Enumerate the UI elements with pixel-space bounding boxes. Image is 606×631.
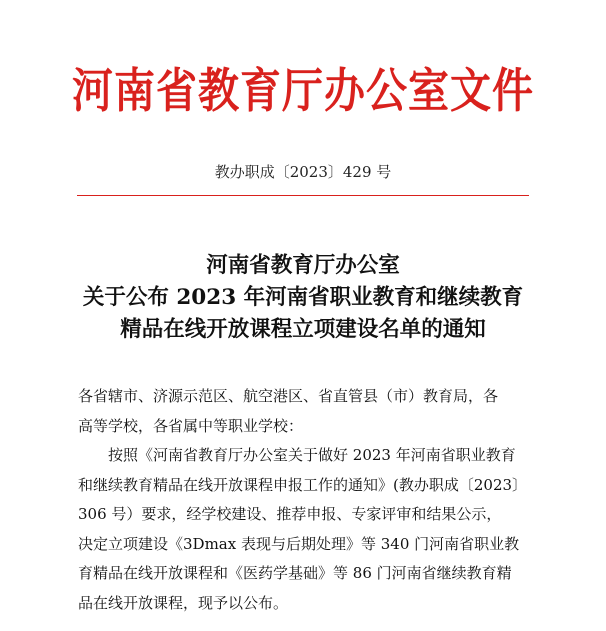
document-number: 教办职成〔2023〕429 号 bbox=[214, 163, 392, 181]
notice-body bbox=[78, 382, 536, 618]
body-paragraph-line: 306 号）要求，经学校建设、推荐申报、专家评审和结果公示， bbox=[78, 505, 502, 523]
notice-title bbox=[0, 250, 606, 346]
notice-title-line: 关于公布 2023 年河南省职业教育和继续教育 bbox=[82, 285, 524, 310]
red-header-title: 河南省教育厅办公室文件 bbox=[72, 63, 534, 119]
body-paragraph-line: 决定立项建设《3Dmax 表现与后期处理》等 340 门河南省职业教 bbox=[78, 534, 520, 553]
body-paragraph-line: 品在线开放课程，现予以公布。 bbox=[78, 593, 289, 612]
body-paragraph-line: 和继续教育精品在线开放课程申报工作的通知》(教办职成〔2023〕 bbox=[78, 475, 528, 494]
notice-title-line: 河南省教育厅办公室 bbox=[206, 253, 400, 278]
red-divider-line bbox=[77, 195, 529, 196]
addressee-line: 高等学校，各省属中等职业学校： bbox=[78, 416, 304, 435]
body-paragraph-line: 按照《河南省教育厅办公室关于做好 2023 年河南省职业教育 bbox=[108, 446, 516, 464]
addressee-line: 各省辖市、济源示范区、航空港区、省直管县（市）教育局，各 bbox=[78, 387, 499, 405]
body-paragraph-line: 育精品在线开放课程和《医药学基础》等 86 门河南省继续教育精 bbox=[78, 564, 512, 582]
notice-title-line: 精品在线开放课程立项建设名单的通知 bbox=[120, 317, 486, 342]
